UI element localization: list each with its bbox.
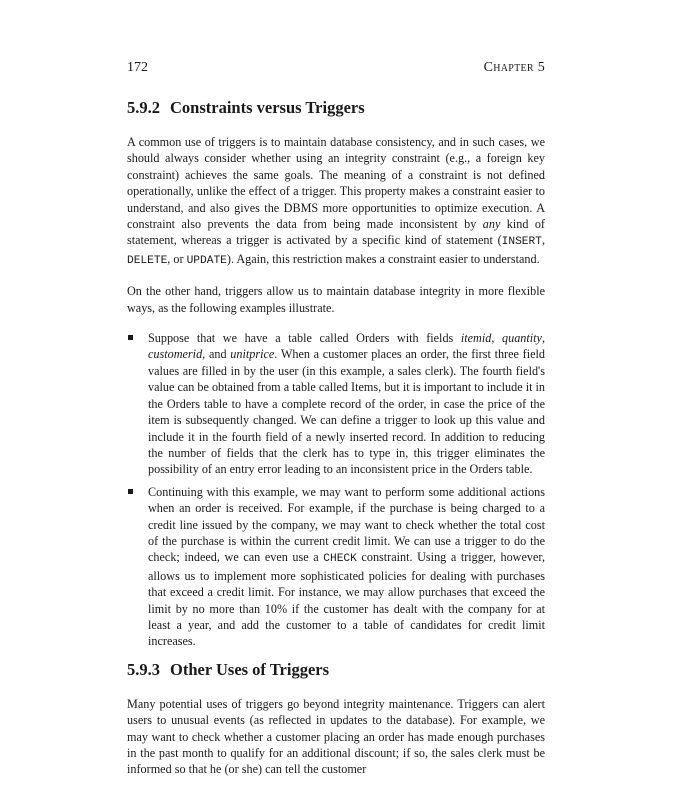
section-title: Constraints versus Triggers	[170, 98, 365, 117]
section-number: 5.9.3	[127, 659, 160, 679]
section-number: 5.9.2	[127, 98, 160, 117]
bullet-square-icon	[128, 489, 133, 494]
examples-list	[127, 330, 545, 650]
paragraph-triggers-flexible: On the other hand, triggers allow us to maintain database integrity in more flexible ways, as the following examples illustrate.	[127, 284, 545, 315]
paragraph-constraints-intro: A common use of triggers is to maintain database consistency, and in such cases, we should always consider whether using an integrity constraint (e.g., a foreign key constraint) achieves the same goals. The meaning of a constraint is not defined operationally, unlike the effect of a trigger. This property makes a constraint easier to understand, and also gives the DBMS more opportunities to optimize execution. A constraint also prevents the data from being made inconsistent by any kind of statement, whereas a trigger is activated by a specific kind of statement (INSERT, DELETE, or UPDATE). Again, this restriction makes a constraint easier to understand.	[127, 135, 545, 267]
chapter-label: Chapter 5	[483, 60, 545, 75]
paragraph-other-uses: Many potential uses of triggers go beyond integrity maintenance. Triggers can alert users to unusual events (as reflected in updates to the database). For example, we may want to check whether a customer placing an order has made enough purchases in the past month to qualify for an additional discount; if so, the sales clerk must be informed so that he (or she) can tell the customer	[127, 696, 545, 777]
section-heading-other-uses	[127, 660, 545, 680]
section-other-uses	[127, 660, 545, 778]
list-item-credit-example: Continuing with this example, we may want to perform some additional actions when an order is received. For example, if the purchase is being charged to a credit line issued by the company, we may want to check whether the total cost of the purchase is within the current credit limit. We can use a trigger to do the check; indeed, we can even use a CHECK constraint. Using a trigger, however, allows us to implement more sophisticated policies for dealing with purchases that exceed a credit limit. For instance, we may allow purchases that exceed the limit by no more than 10% if the customer has dealt with the company for at least a year, and add the customer to a table of candidates for credit limit increases.	[127, 484, 545, 650]
book-page	[127, 60, 545, 792]
list-item-orders-example: Suppose that we have a table called Orders with fields itemid, quantity, customerid, and unitprice. When a customer places an order, the first three field values are filled in by the user (in this example, a sales clerk). The fourth field's value can be obtained from a table called Items, but it is important to include it in the Orders table to have a complete record of the order, in case the price of the item is subsequently changed. We can define a trigger to look up this value and include it in the fourth field of a newly inserted record. In addition to reducing the number of fields that the clerk has to type in, this trigger eliminates the possibility of an entry error leading to an inconsistent price in the Orders table.	[127, 330, 545, 478]
page-number: 172	[127, 60, 148, 75]
section-heading-constraints-vs-triggers	[127, 98, 545, 118]
section-title: Other Uses of Triggers	[170, 659, 330, 679]
running-head	[127, 60, 545, 80]
bullet-square-icon	[128, 335, 133, 340]
